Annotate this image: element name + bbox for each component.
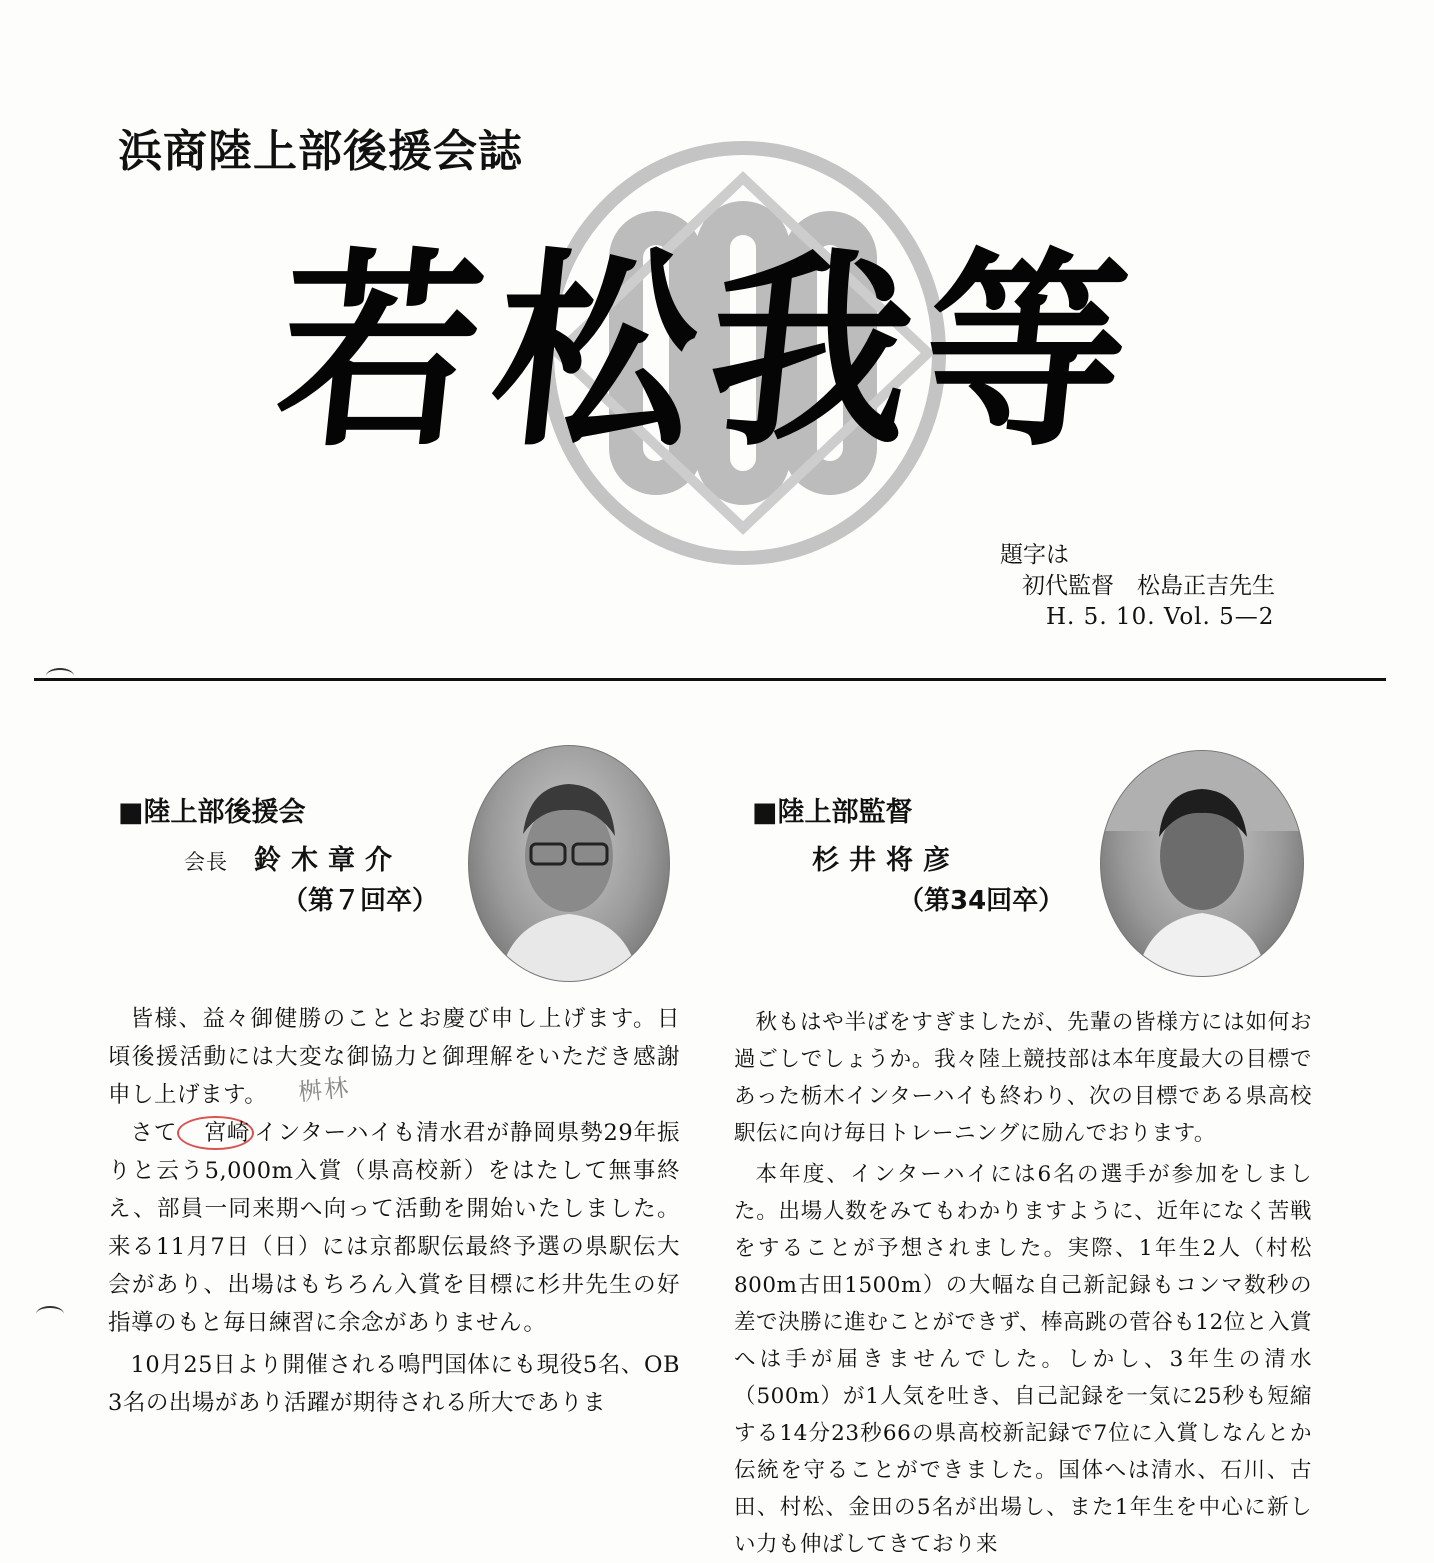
supporters-article xyxy=(108,1000,680,1422)
title-credit xyxy=(1000,540,1275,633)
paragraph xyxy=(108,1114,680,1342)
paragraph: 10月25日より開催される鳴門国体にも現役5名、OB 3名の出場があり活躍が期待される所大でありま xyxy=(108,1352,680,1416)
paragraph: 秋もはや半ばをすぎましたが、先輩の皆様方には如何お過ごしでしょうか。我々陸上競技部は本年度最大の目標であった栃木インターハイも終わり、次の目標である県高校駅伝に向け毎日トレーニングに励んでおります。 xyxy=(734,1010,1312,1146)
president-name: 鈴木章介 xyxy=(254,845,402,876)
portrait-figure-icon xyxy=(469,746,669,981)
punch-hole-mark xyxy=(46,668,74,684)
circled-correction: 宮崎 xyxy=(177,1116,254,1150)
punch-hole-mark xyxy=(36,1306,64,1322)
coach-portrait xyxy=(1100,750,1304,977)
issue-number: H. 5. 10. Vol. 5—2 xyxy=(1046,604,1275,630)
coach-class: （第34回卒） xyxy=(898,886,1065,916)
president-name-line xyxy=(184,838,402,877)
calligraphy-title: 若松我等 xyxy=(267,228,1154,475)
paragraph-text: インターハイも清水君が静岡県勢29年振りと云う5,000m入賞（県高校新）をはたして無事終え、部員一同来期へ向って活動を開始いたしました。来る11月7日（日）には京都駅伝最終予選の県駅伝大会があり、出場はもちろん入賞を目標に杉井先生の好指導のもと毎日練習に余念がありません。 xyxy=(108,1120,680,1336)
credit-line-1: 題字は xyxy=(1000,542,1069,568)
header-divider xyxy=(34,678,1386,681)
section-heading-coach: ■陸上部監督 xyxy=(752,797,913,828)
section-heading-supporters: ■陸上部後援会 xyxy=(118,797,306,828)
paragraph-text: さて xyxy=(130,1120,178,1146)
credit-line-2: 初代監督 松島正吉先生 xyxy=(1022,573,1275,599)
paragraph: 皆様、益々御健勝のこととお慶び申し上げます。日頃後援活動には大変な御協力と御理解をいただき感謝申し上げます。 xyxy=(108,1006,680,1108)
president-class: （第７回卒） xyxy=(282,886,439,916)
paragraph: 本年度、インターハイには6名の選手が参加をしました。出場人数をみてもわかりますように、近年になく苦戦をすることが予想されました。実際、1年生2人（村松800m古田1500m）の大幅な自己新記録もコンマ数秒の差で決勝に進むことができず、棒高跳の菅谷も12位と入賞へは手が届きませんでした。しかし、3年生の清水（500m）が1人気を吐き、自己記録を一気に25秒も短縮する14分23秒66の県高校新記録で7位に入賞しなんとか伝統を守ることができました。国体へは清水、石川、古田、村松、金田の5名が出場し、また1年生を中心に新しい力も伸ばしてきており来 xyxy=(734,1162,1312,1557)
coach-name: 杉井将彦 xyxy=(812,845,960,876)
publication-subtitle: 浜商陸上部後援会誌 xyxy=(118,126,523,177)
portrait-figure-icon xyxy=(1101,751,1303,976)
coach-article xyxy=(734,1004,1312,1563)
president-portrait xyxy=(468,745,670,982)
role-label: 会長 xyxy=(184,850,228,874)
handwritten-note: 桝林 xyxy=(296,1073,352,1107)
